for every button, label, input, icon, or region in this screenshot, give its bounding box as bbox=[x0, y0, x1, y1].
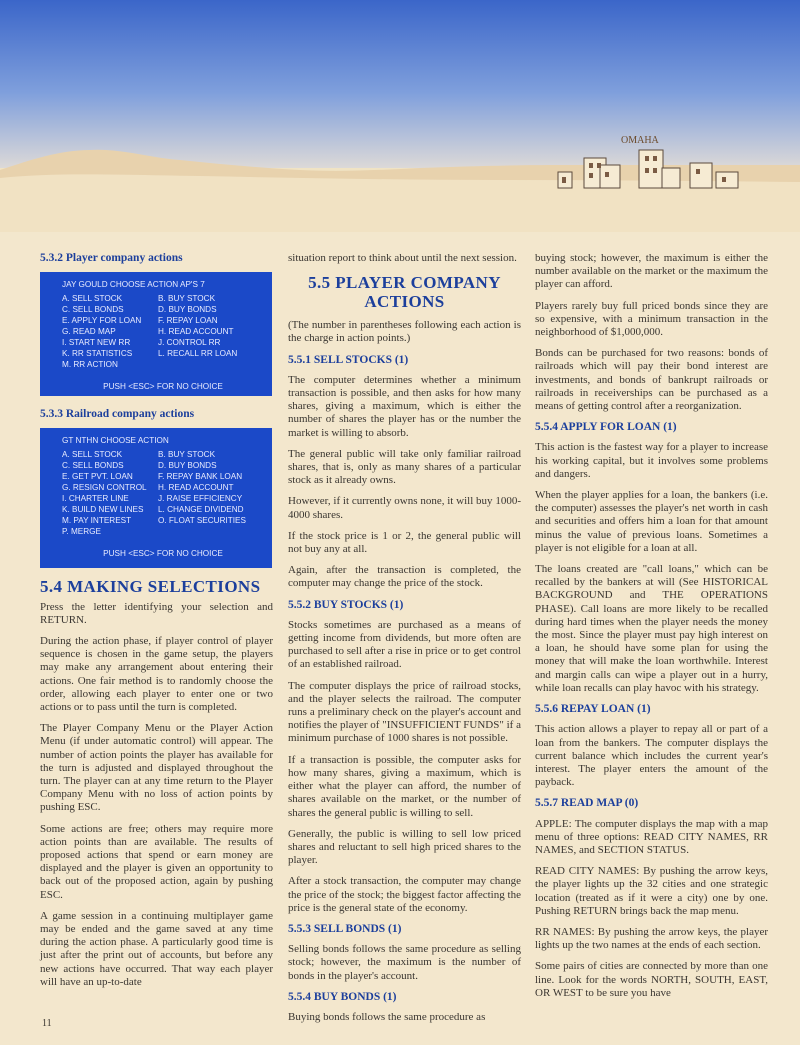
heading-5-5-1: 5.5.1 SELL STOCKS (1) bbox=[288, 353, 409, 366]
menu-header: JAY GOULD CHOOSE ACTION AP'S 7 bbox=[62, 280, 205, 290]
heading-5-3-2: 5.3.2 Player company actions bbox=[40, 252, 183, 264]
paragraph: This action allows a player to repay all or part of a loan from the bankers. The computer displays the current balance which includes the current year's interest. The player enters the amount of the payback. bbox=[535, 723, 768, 789]
paragraph: Buying bonds follows the same procedure as bbox=[288, 1010, 486, 1023]
menu-row: K. RR STATISTICS L. RECALL RR LOAN bbox=[62, 349, 238, 359]
paragraph: READ CITY NAMES: By pushing the arrow keys, the player lights up the 32 cities and one strategic location (treated as if it were a city) one by one. Pushing RETURN brings back the map menu. bbox=[535, 865, 768, 917]
paragraph: However, if it currently owns none, it will buy 1000-4000 shares. bbox=[288, 495, 521, 521]
column-right bbox=[535, 252, 768, 1008]
paragraph: Press the letter identifying your selection and RETURN. bbox=[40, 600, 273, 626]
paragraph: (The number in parentheses following each action is the charge in action points.) bbox=[288, 319, 521, 345]
column-left bbox=[40, 252, 273, 997]
heading-5-5-7: 5.5.7 READ MAP (0) bbox=[535, 797, 639, 810]
paragraph: A game session in a continuing multiplayer game may be ended and the game saved at any time during the action phase. A particularly good time is just after the print out of accounts, but before any new actions have occurred. That way each player will have an up-to-date bbox=[40, 909, 273, 988]
paragraph: Bonds can be purchased for two reasons: bonds of railroads which will pay their bond interest are investments, and bonds of bankrupt railroads or railroads in receiverships can be purchased as a means of getting control after a reorganization. bbox=[535, 347, 768, 413]
menu-row: I. START NEW RR J. CONTROL RR bbox=[62, 338, 221, 348]
omaha-banner-illustration bbox=[0, 0, 800, 232]
heading-5-5-4-buy-bonds: 5.5.4 BUY BONDS (1) bbox=[288, 990, 397, 1003]
menu-row: C. SELL BONDS D. BUY BONDS bbox=[62, 305, 217, 315]
menu-row: G. READ MAP H. READ ACCOUNT bbox=[62, 327, 234, 337]
paragraph: Selling bonds follows the same procedure as selling stock; however, the maximum is the number of bonds in the player's account. bbox=[288, 943, 521, 982]
paragraph: After a stock transaction, the computer may change the price of the stock; the biggest factor affecting the price is the general state of the economy. bbox=[288, 875, 521, 914]
paragraph: Some pairs of cities are connected by more than one line. Look for the words NORTH, SOUTH, EAST, OR WEST to be sure you have bbox=[535, 960, 768, 999]
paragraph: The computer determines whether a minimum transaction is possible, and then asks for how many shares, giving a maximum, which is either the number of shares the player has or the number the market is willing to absorb. bbox=[288, 373, 521, 439]
heading-5-5-6: 5.5.6 REPAY LOAN (1) bbox=[535, 703, 651, 716]
menu-row: A. SELL STOCK B. BUY STOCK bbox=[62, 294, 216, 304]
paragraph: buying stock; however, the maximum is either the number available on the market or the maximum the player can afford. bbox=[535, 252, 768, 291]
paragraph: Stocks sometimes are purchased as a means of getting income from dividends, but more often are purchased to sell after a rise in price or to get control of an established railroad. bbox=[288, 618, 521, 671]
page-number: 11 bbox=[42, 1018, 52, 1029]
paragraph: This action is the fastest way for a player to increase his working capital, but it involves some problems and dangers. bbox=[535, 441, 768, 480]
column-middle bbox=[288, 252, 521, 1032]
paragraph: APPLE: The computer displays the map with a map menu of three options: READ CITY NAMES, RR NAMES, and SECTION STATUS. bbox=[535, 817, 768, 856]
menu-row: E. APPLY FOR LOAN F. REPAY LOAN bbox=[62, 316, 218, 326]
heading-5-5-4-apply-loan: 5.5.4 APPLY FOR LOAN (1) bbox=[535, 421, 677, 434]
heading-5-5: 5.5 PLAYER COMPANY ACTIONS bbox=[308, 273, 501, 312]
paragraph: If the stock price is 1 or 2, the general public will not buy any at all. bbox=[288, 529, 521, 556]
menu-row: C. SELL BONDS D. BUY BONDS bbox=[62, 461, 217, 471]
paragraph: The computer displays the price of railroad stocks, and the player selects the railroad. The computer runs a preliminary check on the player's account and notifies the player of "INSUFFICIENT FUNDS" if a minimum purchase of 1000 shares is not possible. bbox=[288, 679, 521, 745]
paragraph: RR NAMES: By pushing the arrow keys, the player lights up the two names at the ends of each section. bbox=[535, 925, 768, 952]
menu-header: GT NTHN CHOOSE ACTION bbox=[62, 436, 169, 446]
paragraph: Generally, the public is willing to sell low priced shares and reluctant to sell high priced shares to the player. bbox=[288, 827, 521, 867]
paragraph: Players rarely buy full priced bonds since they are so expensive, with a minimum transaction in the neighborhood of $1,000,000. bbox=[535, 299, 768, 339]
paragraph: If a transaction is possible, the computer asks for how many shares, giving a maximum, which is either what the player can afford, the number of shares available on the market, or the number of shares the general public is willing to sell. bbox=[288, 753, 521, 819]
paragraph: situation report to think about until the next session. bbox=[288, 252, 517, 264]
heading-5-3-3: 5.3.3 Railroad company actions bbox=[40, 408, 195, 421]
paragraph: Some actions are free; others may require more action points than are available. The results of proposed actions that spend or earn money are displayed and the player is given an opportunity to back out of the proposed action, again by pushing ESC. bbox=[40, 822, 273, 901]
menu-row: G. RESIGN CONTROL H. READ ACCOUNT bbox=[62, 483, 234, 493]
menu-row: M. PAY INTEREST O. FLOAT SECURITIES bbox=[62, 516, 246, 526]
menu-row: K. BUILD NEW LINES L. CHANGE DIVIDEND bbox=[62, 505, 244, 515]
menu-row: E. GET PVT. LOAN F. REPAY BANK LOAN bbox=[62, 472, 243, 482]
menu-footer: PUSH <ESC> FOR NO CHOICE bbox=[103, 382, 223, 392]
heading-5-5-2: 5.5.2 BUY STOCKS (1) bbox=[288, 598, 404, 611]
paragraph: The loans created are "call loans," which can be recalled by the bankers at will (See HISTORICAL BACKGROUND and THE OPERATIONS PHASE). Call loans are more likely to be recalled during hard times when the player needs the money the most. Since the player must pay high interest on a loan, he should have some plan for using the money that will make the loan worthwhile. Interest and margin calls can wipe a player out in a hurry, while loan recalls can play havoc with his strategy. bbox=[535, 563, 768, 694]
paragraph: Again, after the transaction is completed, the computer may change the price of the stock. bbox=[288, 564, 521, 590]
menu-row: A. SELL STOCK B. BUY STOCK bbox=[62, 450, 216, 460]
menu-footer: PUSH <ESC> FOR NO CHOICE bbox=[103, 549, 223, 559]
menu-row: I. CHARTER LINE J. RAISE EFFICIENCY bbox=[62, 494, 243, 504]
heading-5-4: 5.4 MAKING SELECTIONS bbox=[40, 577, 261, 597]
railroad-company-menu-screenshot bbox=[40, 428, 272, 568]
paragraph: The Player Company Menu or the Player Action Menu (if under automatic control) will appear. The number of action points the player has available for the turn is adjusted and displayed throughout the turn. The player can at any time return to the Player Company Menu with no loss of action points by pushing ESC. bbox=[40, 722, 273, 814]
menu-row: M. RR ACTION bbox=[62, 360, 118, 370]
player-company-menu-screenshot bbox=[40, 272, 272, 396]
menu-row: P. MERGE bbox=[62, 527, 101, 537]
paragraph: During the action phase, if player control of player sequence is chosen in the game setup, the players may make any arrangement about entering their actions. One fair method is to randomly choose the order, allowing each player to enter one or two actions or to pass until the turn is completed. bbox=[40, 635, 273, 714]
paragraph: When the player applies for a loan, the bankers (i.e. the computer) assesses the player's net worth in cash and securities and offers him a loan for that amount minus the value of previous loans. Sometimes a player is not eligible for a loan at all. bbox=[535, 489, 768, 554]
heading-5-5-3: 5.5.3 SELL BONDS (1) bbox=[288, 922, 402, 935]
paragraph: The general public will take only familiar railroad shares, that is, only as many shares of a particular stock as it already owns. bbox=[288, 447, 521, 487]
city-label: OMAHA bbox=[621, 135, 659, 146]
